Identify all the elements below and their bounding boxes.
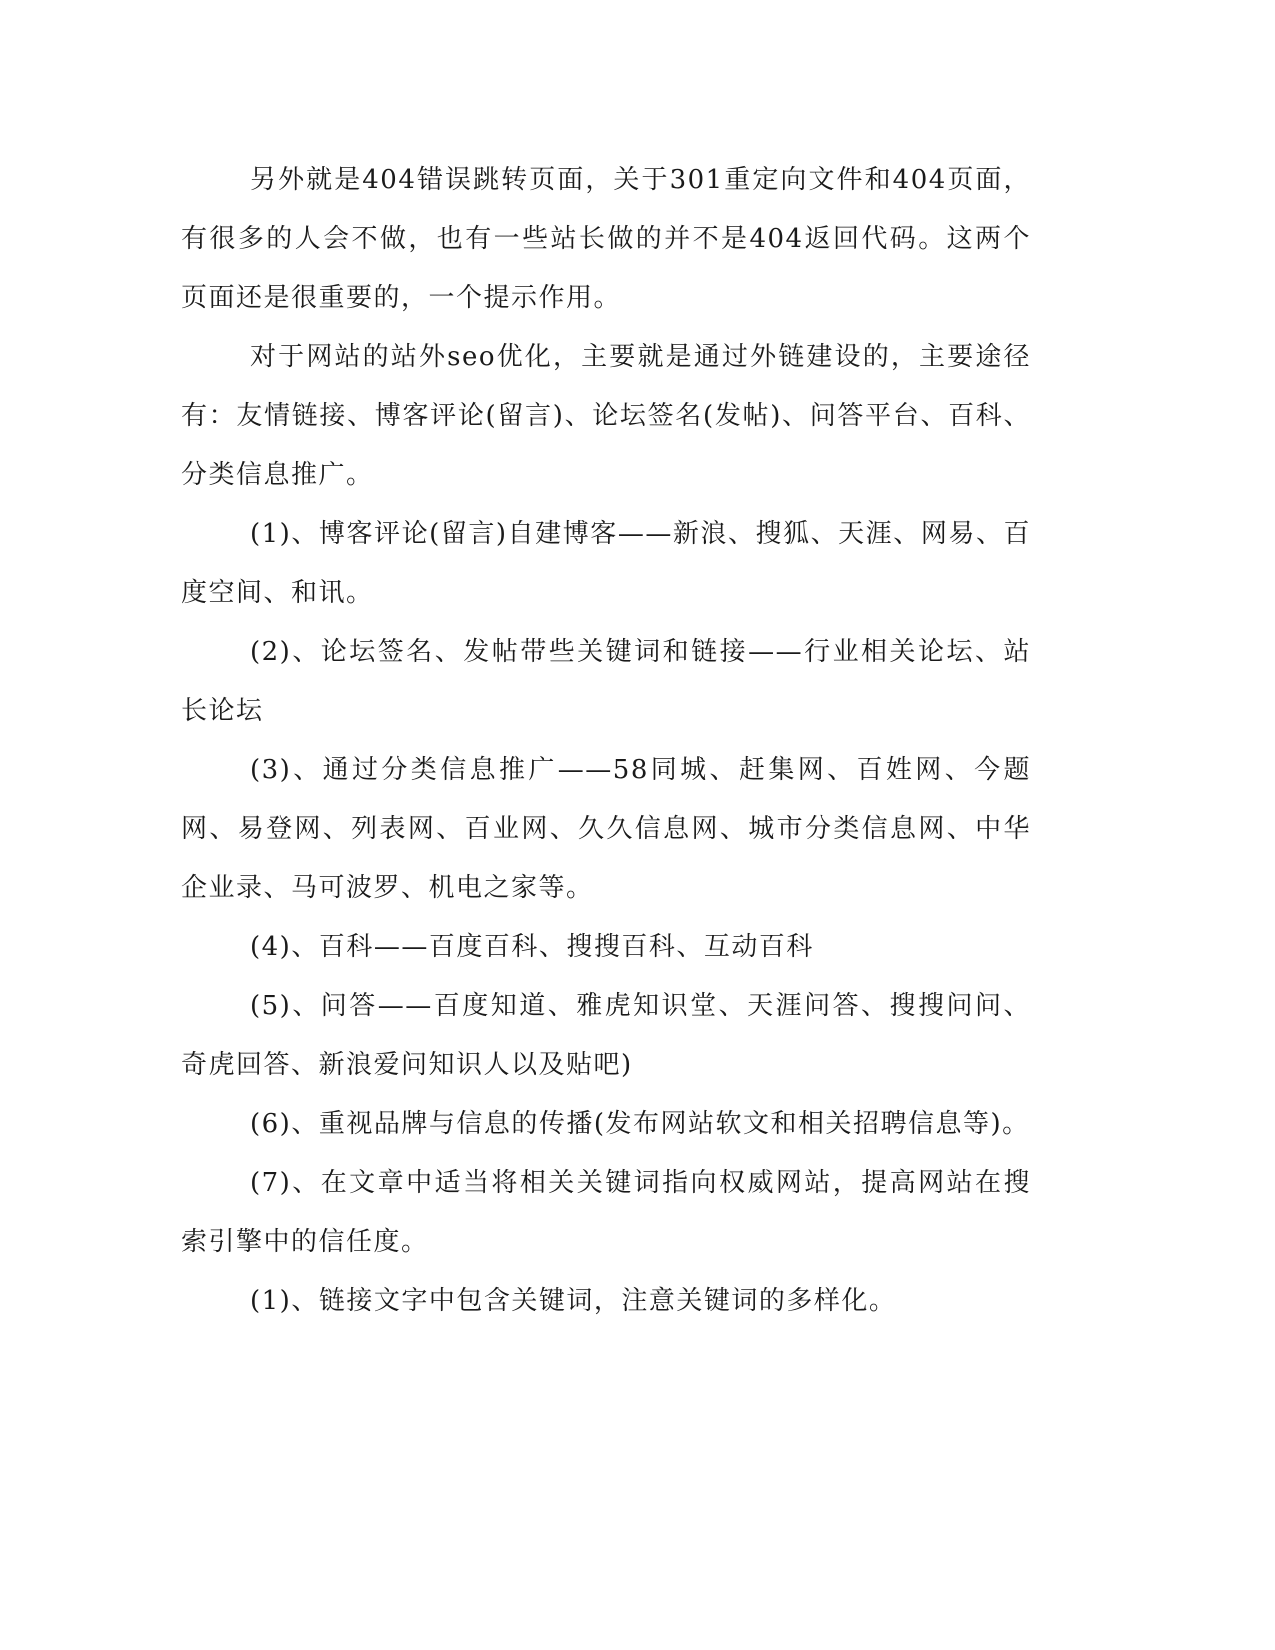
paragraph-anchor-text: (1)、链接文字中包含关键词，注意关键词的多样化。	[250, 1286, 897, 1316]
paragraph-classified-info: (3)、通过分类信息推广——58同城、赶集网、百姓网、今题网、易登网、列表网、百业网、久久信息网、城市分类信息网、中华企业录、马可波罗、机电之家等。	[181, 755, 1031, 903]
paragraph-404-page: 另外就是404错误跳转页面，关于301重定向文件和404页面，有很多的人会不做，也有一些站长做的并不是404返回代码。这两个页面还是很重要的，一个提示作用。	[181, 165, 1031, 313]
paragraph-authority-links: (7)、在文章中适当将相关关键词指向权威网站，提高网站在搜索引擎中的信任度。	[181, 1168, 1031, 1257]
document-body	[181, 151, 1031, 1331]
paragraph-encyclopedia: (4)、百科——百度百科、搜搜百科、互动百科	[250, 932, 814, 962]
paragraph-qa: (5)、问答——百度知道、雅虎知识堂、天涯问答、搜搜问问、奇虎回答、新浪爱问知识人以及贴吧)	[181, 991, 1031, 1080]
paragraph-brand: (6)、重视品牌与信息的传播(发布网站软文和相关招聘信息等)。	[250, 1109, 1030, 1139]
paragraph-blog-comments: (1)、博客评论(留言)自建博客——新浪、搜狐、天涯、网易、百度空间、和讯。	[181, 519, 1031, 608]
paragraph-offsite-seo: 对于网站的站外seo优化，主要就是通过外链建设的，主要途径有：友情链接、博客评论(留言)、论坛签名(发帖)、问答平台、百科、分类信息推广。	[181, 342, 1031, 490]
paragraph-forum-signature: (2)、论坛签名、发帖带些关键词和链接——行业相关论坛、站长论坛	[181, 637, 1031, 726]
